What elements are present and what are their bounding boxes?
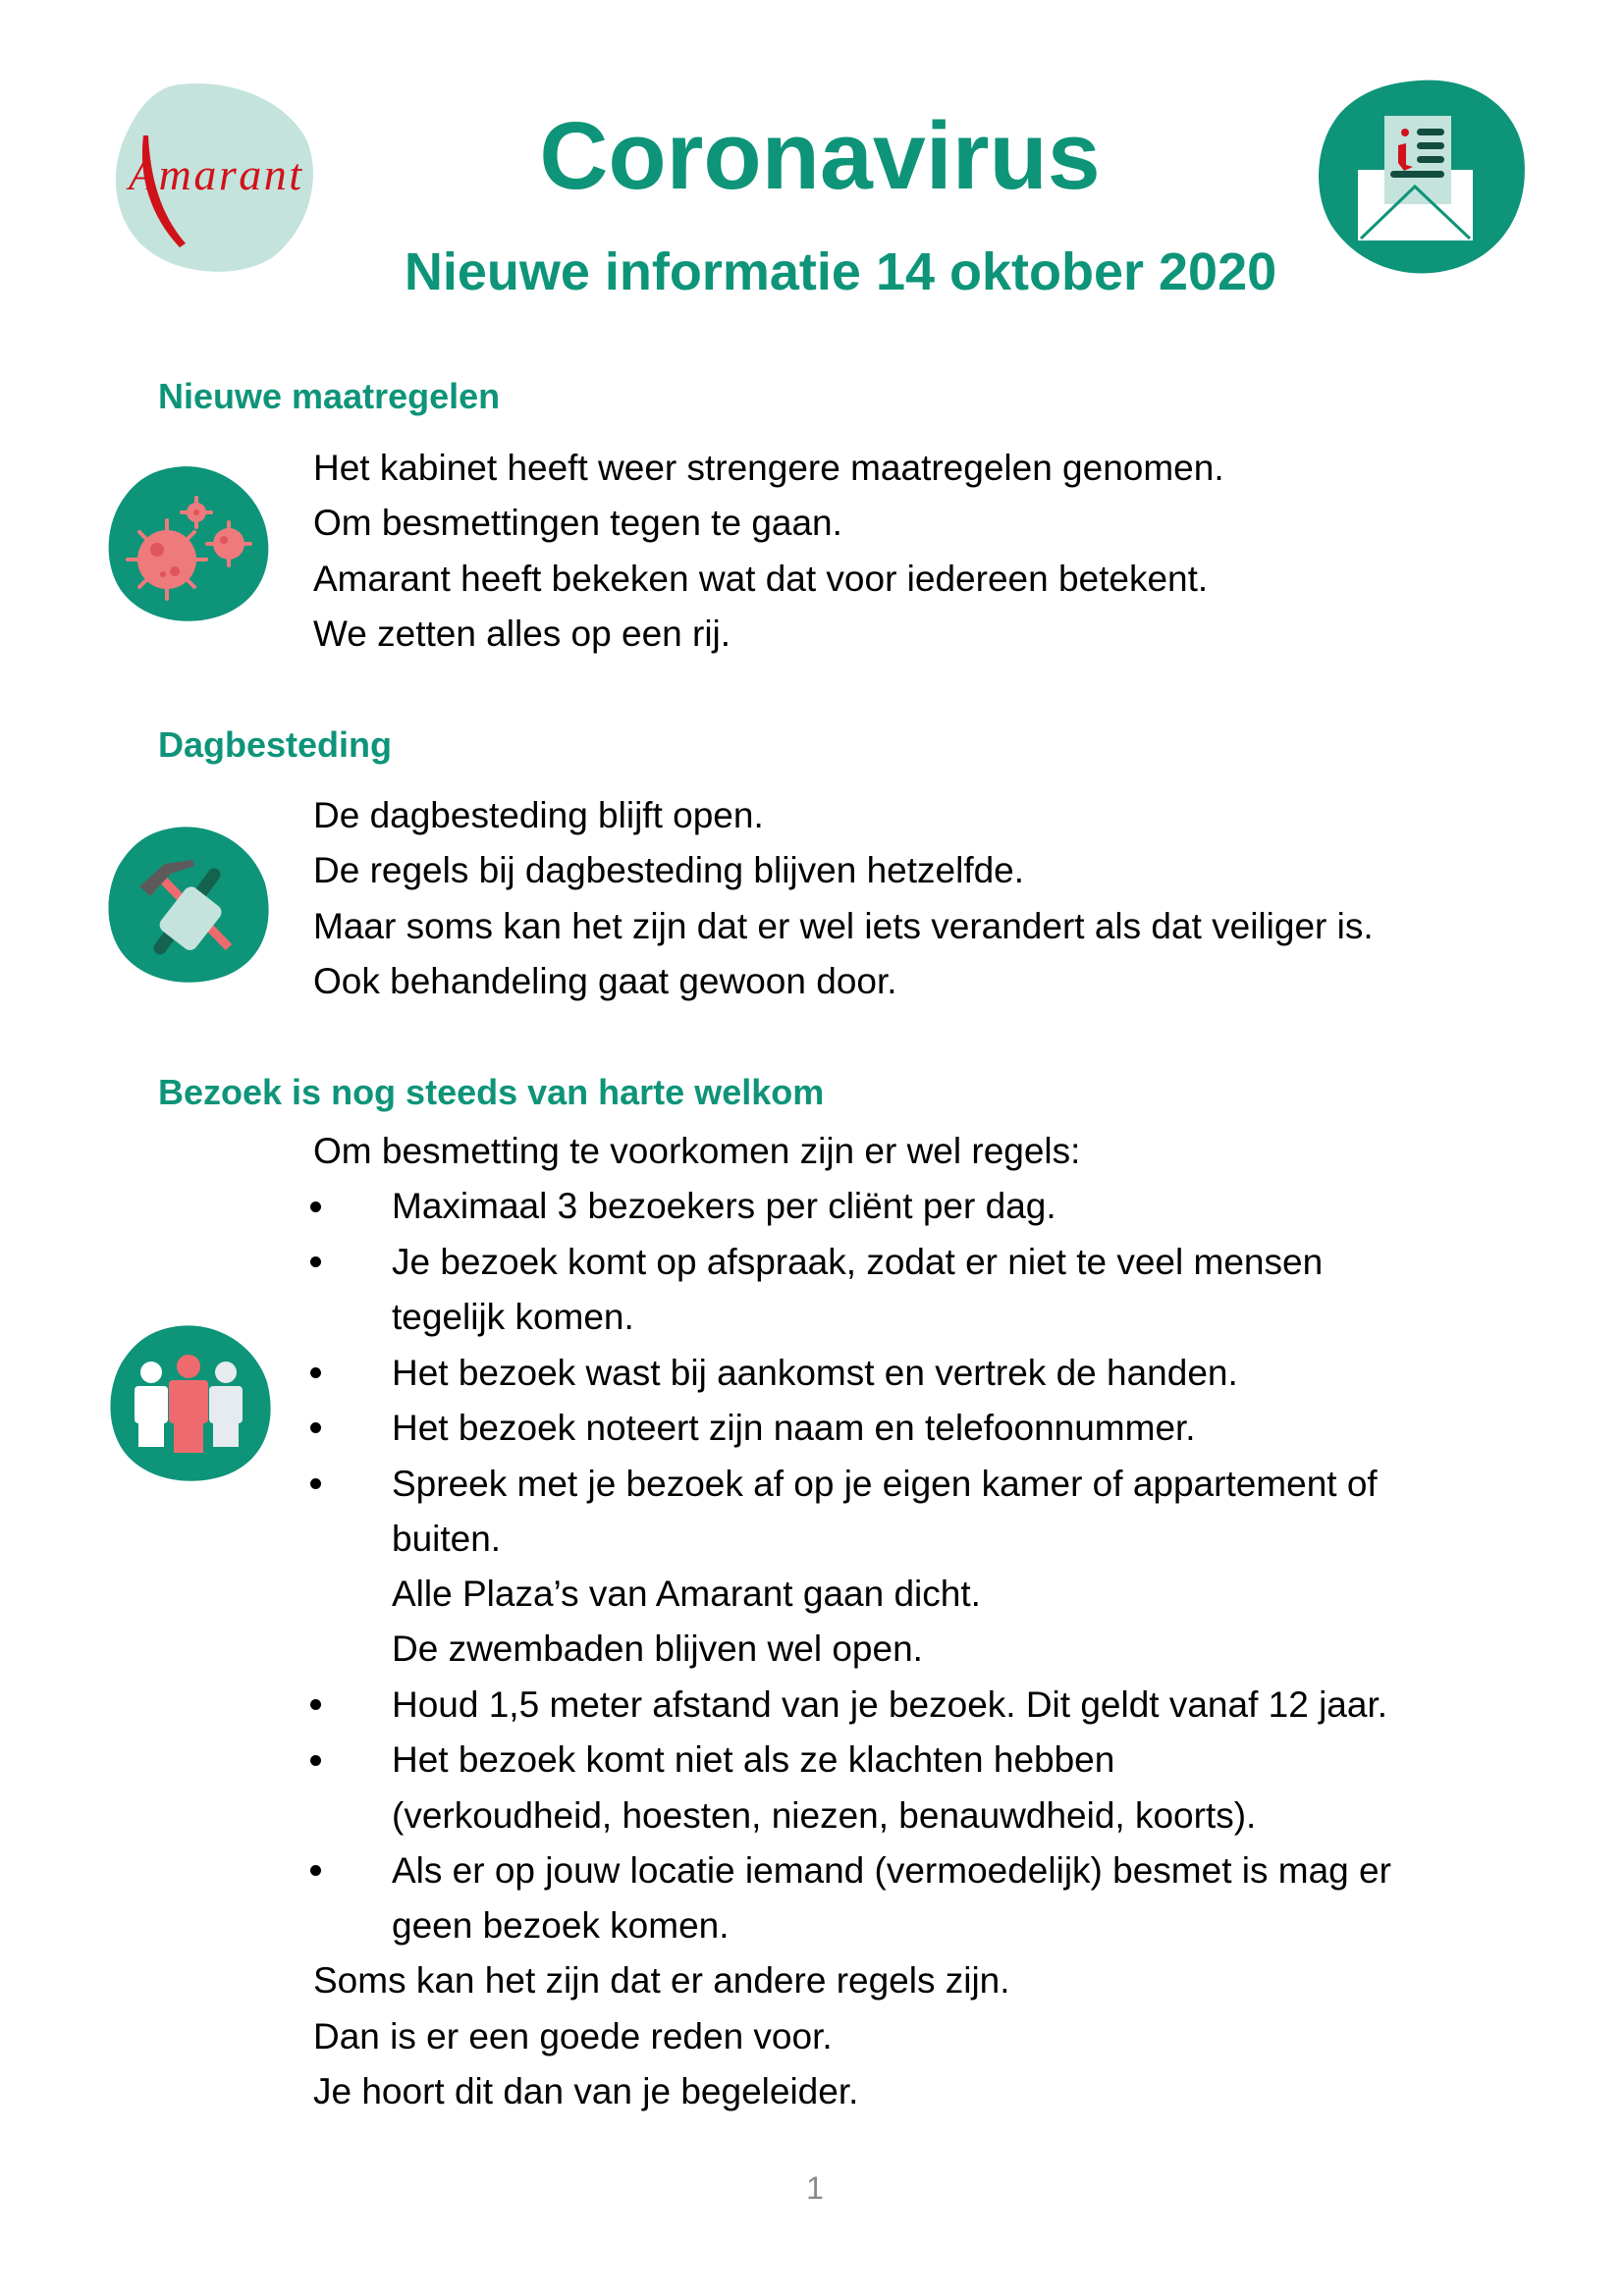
bullet-icon <box>310 1256 321 1267</box>
body-line: Het kabinet heeft weer strengere maatregelen genomen. <box>313 448 1224 488</box>
bullet-text: Het bezoek noteert zijn naam en telefoonnummer. <box>392 1408 1196 1448</box>
bullet-text: Het bezoek wast bij aankomst en vertrek de handen. <box>392 1353 1238 1393</box>
bullet-icon <box>310 1422 321 1433</box>
bullet-icon <box>310 1755 321 1766</box>
body-line: Ook behandeling gaat gewoon door. <box>313 961 897 1001</box>
bullet-text: geen bezoek komen. <box>392 1905 730 1946</box>
people-group-icon <box>108 1321 273 1483</box>
intro-line: Om besmetting te voorkomen zijn er wel regels: <box>313 1131 1081 1171</box>
page-number: 1 <box>806 2170 824 2206</box>
bullet-icon <box>310 1201 321 1212</box>
bullet-text: Alle Plaza’s van Amarant gaan dicht. <box>392 1574 981 1614</box>
bullet-text: Als er op jouw locatie iemand (vermoedelijk) besmet is mag er <box>392 1850 1391 1891</box>
bullet-text: Maximaal 3 bezoekers per cliënt per dag. <box>392 1186 1056 1226</box>
outro-line: Je hoort dit dan van je begeleider. <box>313 2071 859 2111</box>
page-title: Coronavirus <box>539 102 1101 209</box>
bullet-icon <box>310 1865 321 1876</box>
body-line: We zetten alles op een rij. <box>313 614 731 654</box>
bullet-icon <box>310 1367 321 1378</box>
bullet-icon <box>310 1478 321 1489</box>
bullet-icon <box>310 1699 321 1710</box>
body-line: Om besmettingen tegen te gaan. <box>313 503 842 543</box>
page-subtitle: Nieuwe informatie 14 oktober 2020 <box>404 242 1277 301</box>
section-heading-nieuwe-maatregelen: Nieuwe maatregelen <box>158 376 501 416</box>
bullet-text: Je bezoek komt op afspraak, zodat er niet te veel mensen <box>392 1242 1324 1282</box>
hammer-tools-icon <box>106 823 271 985</box>
logo-text: Amarant <box>129 149 301 199</box>
bullet-text: Spreek met je bezoek af op je eigen kamer of appartement of <box>392 1464 1378 1504</box>
bullet-text: Het bezoek komt niet als ze klachten hebben <box>392 1739 1115 1780</box>
bullet-text: buiten. <box>392 1519 502 1559</box>
body-line: Maar soms kan het zijn dat er wel iets verandert als dat veiliger is. <box>313 906 1374 946</box>
bullet-text: Houd 1,5 meter afstand van je bezoek. Dit geldt vanaf 12 jaar. <box>392 1684 1388 1725</box>
outro-line: Soms kan het zijn dat er andere regels zijn. <box>313 1960 1010 2001</box>
outro-line: Dan is er een goede reden voor. <box>313 2016 833 2056</box>
virus-icon <box>106 461 271 623</box>
bullet-text: tegelijk komen. <box>392 1297 634 1337</box>
bullet-text: (verkoudheid, hoesten, niezen, benauwdheid, koorts). <box>392 1795 1257 1836</box>
body-line: De dagbesteding blijft open. <box>313 795 764 835</box>
section-heading-bezoek: Bezoek is nog steeds van harte welkom <box>158 1072 825 1112</box>
body-line: De regels bij dagbesteding blijven hetzelfde. <box>313 850 1025 890</box>
bullet-text: De zwembaden blijven wel open. <box>392 1629 923 1669</box>
section-heading-dagbesteding: Dagbesteding <box>158 724 393 765</box>
body-line: Amarant heeft bekeken wat dat voor iedereen betekent. <box>313 559 1209 599</box>
